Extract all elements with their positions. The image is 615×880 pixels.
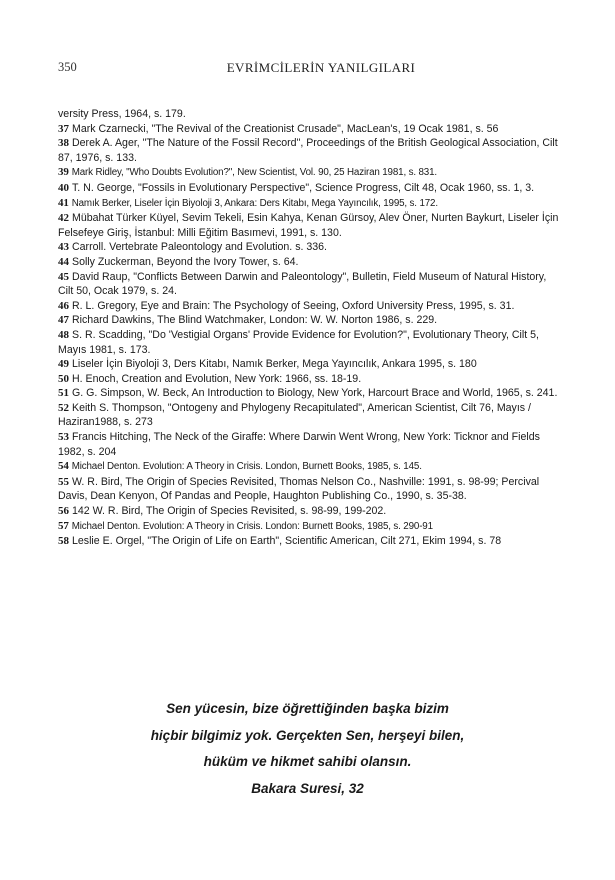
reference-text: Solly Zuckerman, Beyond the Ivory Tower, s. 64. — [72, 255, 299, 268]
reference-entry — [58, 357, 564, 372]
reference-entry — [58, 299, 564, 314]
reference-number: 37 — [58, 122, 69, 135]
reference-entry — [58, 430, 564, 459]
reference-text: Mübahat Türker Küyel, Sevim Tekeli, Esin Kahya, Kenan Gürsoy, Alev Öner, Nurten Baykurt, Liseler İçin Felsefeye Giriş, İstanbul: Milli Eğitim Basımevi, 1991, s. 130. — [58, 212, 559, 239]
page-number: 350 — [58, 60, 77, 74]
reference-text: Mark Czarnecki, "The Revival of the Creationist Crusade", MacLean's, 19 Ocak 1981, s. 56 — [72, 122, 499, 135]
reference-entry — [58, 181, 564, 196]
quote-line: Sen yücesin, bize öğrettiğinden başka bizim — [166, 701, 449, 716]
closing-quote — [0, 696, 615, 802]
reference-text: 142 W. R. Bird, The Origin of Species Revisited, s. 98-99, 199-202. — [72, 505, 387, 518]
reference-text: H. Enoch, Creation and Evolution, New York: 1966, ss. 18-19. — [72, 372, 362, 385]
reference-number: 57 — [58, 519, 69, 532]
reference-entry — [58, 255, 564, 270]
quote-source: Bakara Suresi, 32 — [251, 780, 364, 796]
reference-number: 58 — [58, 535, 69, 548]
reference-number: 41 — [58, 196, 69, 209]
reference-number: 40 — [58, 181, 69, 194]
reference-number: 43 — [58, 241, 69, 254]
reference-text: Mark Ridley, "Who Doubts Evolution?", New Scientist, Vol. 90, 25 Haziran 1981, s. 831. — [71, 167, 437, 179]
reference-entry — [58, 136, 564, 165]
reference-number: 55 — [58, 475, 69, 488]
reference-text: S. R. Scadding, "Do 'Vestigial Organs' Provide Evidence for Evolution?", Evolutionary Theory, Cilt 5, Mayıs 1981, s. 173. — [58, 328, 539, 356]
reference-text: R. L. Gregory, Eye and Brain: The Psychology of Seeing, Oxford University Press, 1995, s. 31. — [72, 299, 515, 312]
reference-number: 51 — [58, 387, 69, 400]
reference-entry — [58, 519, 564, 535]
reference-continued: versity Press, 1964, s. 179. — [58, 108, 186, 120]
quote-line: hüküm ve hikmet sahibi olansın. — [203, 754, 412, 769]
reference-text: T. N. George, "Fossils in Evolutionary Perspective", Science Progress, Cilt 48, Ocak 1960, ss. 1, 3. — [72, 181, 535, 194]
reference-number: 53 — [58, 431, 69, 444]
reference-number: 54 — [58, 460, 69, 473]
quote-line: hiçbir bilgimiz yok. Gerçekten Sen, herşeyi bilen, — [150, 727, 465, 743]
reference-entry — [58, 211, 564, 240]
reference-text: Derek A. Ager, "The Nature of the Fossil Record", Proceedings of the British Geological Association, Cilt 87, 1976, s. 133. — [58, 137, 558, 164]
reference-entry — [58, 534, 564, 549]
reference-entry — [58, 196, 564, 212]
reference-number: 56 — [58, 505, 69, 518]
references-list — [58, 107, 564, 549]
reference-text: David Raup, "Conflicts Between Darwin and Paleontology", Bulletin, Field Museum of Natural History, Cilt 50, Ocak 1979, s. 24. — [58, 270, 547, 298]
reference-number: 49 — [58, 358, 69, 371]
reference-entry — [58, 313, 564, 328]
reference-text: Michael Denton. Evolution: A Theory in Crisis. London: Burnett Books, 1985, s. 290-91 — [71, 520, 433, 532]
reference-text: Carroll. Vertebrate Paleontology and Evolution. s. 336. — [72, 241, 327, 254]
reference-entry — [58, 504, 564, 519]
reference-number: 50 — [58, 372, 69, 385]
reference-number: 46 — [58, 299, 69, 312]
reference-entry — [58, 459, 564, 475]
reference-text: G. G. Simpson, W. Beck, An Introduction to Biology, New York, Harcourt Brace and World, 1965, s. 241. — [72, 387, 558, 400]
reference-text: Richard Dawkins, The Blind Watchmaker, London: W. W. Norton 1986, s. 229. — [72, 314, 438, 327]
reference-number: 42 — [58, 212, 69, 225]
reference-entry — [58, 401, 564, 430]
reference-number: 45 — [58, 270, 69, 283]
reference-text: Liseler İçin Biyoloji 3, Ders Kitabı, Namık Berker, Mega Yayıncılık, Ankara 1995, s. 180 — [72, 358, 477, 371]
reference-entry — [58, 122, 564, 137]
reference-text: Michael Denton. Evolution: A Theory in Crisis. London, Burnett Books, 1985, s. 145. — [71, 461, 422, 473]
reference-number: 52 — [58, 401, 69, 414]
reference-number: 48 — [58, 328, 69, 341]
reference-entry — [58, 372, 564, 387]
reference-text: Leslie E. Orgel, "The Origin of Life on Earth", Scientific American, Cilt 271, Ekim 1994, s. 78 — [72, 535, 502, 548]
reference-text: Namık Berker, Liseler İçin Biyoloji 3, Ankara: Ders Kitabı, Mega Yayıncılık, 1995, s. 172. — [71, 197, 438, 209]
reference-entries — [58, 122, 564, 549]
running-title: EVRİMCİLERİN YANILGILARI — [226, 60, 416, 75]
reference-number: 47 — [58, 314, 69, 327]
reference-text: Francis Hitching, The Neck of the Giraffe: Where Darwin Went Wrong, New York: Ticknor and Fields 1982, s. 204 — [58, 431, 540, 458]
reference-text: W. R. Bird, The Origin of Species Revisited, Thomas Nelson Co., Nashville: 1991, s. 98-99; Percival Davis, Dean Kenyon, Of Pandas and People, Haughton Publishing Co., 1990, s. 35-38. — [58, 475, 540, 503]
reference-number: 39 — [58, 166, 69, 179]
reference-entry — [58, 386, 564, 401]
reference-text: Keith S. Thompson, "Ontogeny and Phylogeny Recapitulated", American Scientist, Cilt 76, Mayıs / Haziran1988, s. 273 — [58, 401, 531, 429]
reference-entry — [58, 270, 564, 299]
reference-number: 44 — [58, 255, 69, 268]
reference-number: 38 — [58, 137, 69, 150]
reference-entry — [58, 328, 564, 357]
reference-entry — [58, 240, 564, 255]
reference-entry — [58, 165, 564, 181]
page-header — [0, 60, 615, 80]
reference-entry — [58, 475, 564, 504]
